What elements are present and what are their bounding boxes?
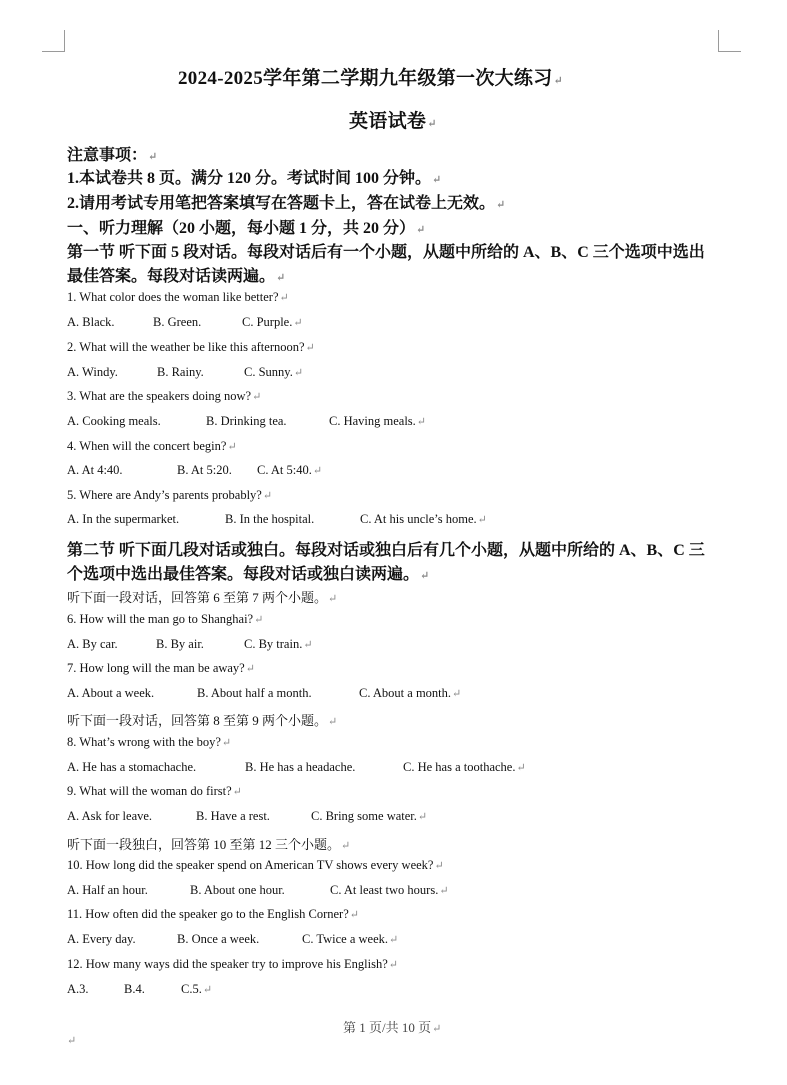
option: C. At 5:40. xyxy=(257,463,312,477)
option: B. About one hour. xyxy=(190,883,285,897)
exam-subtitle: 英语试卷↵ xyxy=(349,111,437,132)
page-footer: 第 1 页/共 10 页↵ xyxy=(343,1020,442,1035)
option: B. By air. xyxy=(156,637,204,651)
question: 6. How will the man go to Shanghai?↵ xyxy=(67,612,264,626)
option: C. Twice a week. xyxy=(302,932,389,946)
option: C.5. xyxy=(181,982,202,996)
option: A. By car. xyxy=(67,637,118,651)
paragraph-mark: ↵ xyxy=(67,1035,77,1047)
question: 2. What will the weather be like this afternoon?↵ xyxy=(67,340,315,354)
option: C. He has a toothache. xyxy=(403,760,516,774)
options-row: A. At 4:40. B. At 5:20. C. At 5:40.↵ xyxy=(67,463,323,477)
option: A.3. xyxy=(67,982,89,996)
options-row: A. Windy. B. Rainy. C. Sunny.↵ xyxy=(67,365,304,379)
option: C. Having meals. xyxy=(329,414,416,428)
option: B. In the hospital. xyxy=(225,512,315,526)
options-row: A. Ask for leave. B. Have a rest. C. Bring some water.↵ xyxy=(67,809,428,823)
group-instruction: 听下面一段对话，回答第 6 至第 7 两个小题。↵ xyxy=(67,590,338,605)
question: 9. What will the woman do first?↵ xyxy=(67,784,242,798)
option: A. In the supermarket. xyxy=(67,512,180,526)
option: B. About half a month. xyxy=(197,686,312,700)
crop-mark-left-v xyxy=(64,30,65,52)
group-instruction: 听下面一段对话，回答第 8 至第 9 两个小题。↵ xyxy=(67,713,338,728)
options-row: A. In the supermarket. B. In the hospital. C. At his uncle’s home.↵ xyxy=(67,512,487,526)
option: C. At least two hours. xyxy=(330,883,439,897)
option: C. Bring some water. xyxy=(311,809,417,823)
note-item: 2.请用考试专用笔把答案填写在答题卡上，答在试卷上无效。↵ xyxy=(67,195,506,212)
notes-heading: 注意事项：↵ xyxy=(67,147,158,164)
options-row: A. Black. B. Green. C. Purple.↵ xyxy=(67,315,303,329)
options-row: A. About a week. B. About half a month. C. About a month.↵ xyxy=(67,686,462,700)
question: 1. What color does the woman like better?↵ xyxy=(67,290,289,304)
option: B. Once a week. xyxy=(177,932,260,946)
option: B. Rainy. xyxy=(157,365,204,379)
option: C. About a month. xyxy=(359,686,452,700)
crop-mark-left-h xyxy=(42,51,65,52)
options-row: A. By car. B. By air. C. By train.↵ xyxy=(67,637,313,651)
option: B.4. xyxy=(124,982,145,996)
option: A. Ask for leave. xyxy=(67,809,153,823)
part-heading: 一、听力理解（20 小题，每小题 1 分，共 20 分）↵ xyxy=(67,220,426,237)
section2-instructions: 第二节 听下面几段对话或独白。每段对话或独白后有几个小题，从题中所给的 A、B、C 三 xyxy=(67,542,705,559)
question: 12. How many ways did the speaker try to improve his English?↵ xyxy=(67,957,398,971)
question: 11. How often did the speaker go to the English Corner?↵ xyxy=(67,907,359,921)
option: A. Every day. xyxy=(67,932,136,946)
options-row: A. Every day. B. Once a week. C. Twice a week.↵ xyxy=(67,932,399,946)
group-instruction: 听下面一段独白，回答第 10 至第 12 三个小题。↵ xyxy=(67,837,351,852)
question: 8. What’s wrong with the boy?↵ xyxy=(67,735,232,749)
option: A. Half an hour. xyxy=(67,883,148,897)
crop-mark-right-h xyxy=(718,51,741,52)
question: 3. What are the speakers doing now?↵ xyxy=(67,389,262,403)
option: A. Cooking meals. xyxy=(67,414,161,428)
option: B. At 5:20. xyxy=(177,463,232,477)
crop-mark-right-v xyxy=(718,30,719,52)
option: B. Drinking tea. xyxy=(206,414,287,428)
option: A. Black. xyxy=(67,315,115,329)
question: 5. Where are Andy’s parents probably?↵ xyxy=(67,488,273,502)
options-row: A.3. B.4. C.5.↵ xyxy=(67,982,213,996)
option: C. Purple. xyxy=(242,315,293,329)
option: C. By train. xyxy=(244,637,303,651)
options-row: A. He has a stomachache. B. He has a headache. C. He has a toothache.↵ xyxy=(67,760,526,774)
option: A. At 4:40. xyxy=(67,463,123,477)
question: 7. How long will the man be away?↵ xyxy=(67,661,255,675)
options-row: A. Half an hour. B. About one hour. C. At least two hours.↵ xyxy=(67,883,449,897)
note-item: 1.本试卷共 8 页。满分 120 分。考试时间 100 分钟。↵ xyxy=(67,170,442,187)
option: B. He has a headache. xyxy=(245,760,356,774)
question: 4. When will the concert begin?↵ xyxy=(67,439,237,453)
option: C. At his uncle’s home. xyxy=(360,512,477,526)
section1-instructions-cont: 最佳答案。每段对话读两遍。↵ xyxy=(67,268,286,285)
exam-title: 2024-2025学年第二学期九年级第一次大练习↵ xyxy=(178,68,564,89)
option: C. Sunny. xyxy=(244,365,293,379)
section2-instructions-cont: 个选项中选出最佳答案。每段对话或独白读两遍。↵ xyxy=(67,566,430,583)
option: A. He has a stomachache. xyxy=(67,760,197,774)
section1-instructions: 第一节 听下面 5 段对话。每段对话后有一个小题，从题中所给的 A、B、C 三个选项中选出 xyxy=(67,244,705,261)
option: A. About a week. xyxy=(67,686,155,700)
option: B. Green. xyxy=(153,315,202,329)
option: A. Windy. xyxy=(67,365,118,379)
options-row: A. Cooking meals. B. Drinking tea. C. Having meals.↵ xyxy=(67,414,427,428)
question: 10. How long did the speaker spend on American TV shows every week?↵ xyxy=(67,858,444,872)
option: B. Have a rest. xyxy=(196,809,270,823)
